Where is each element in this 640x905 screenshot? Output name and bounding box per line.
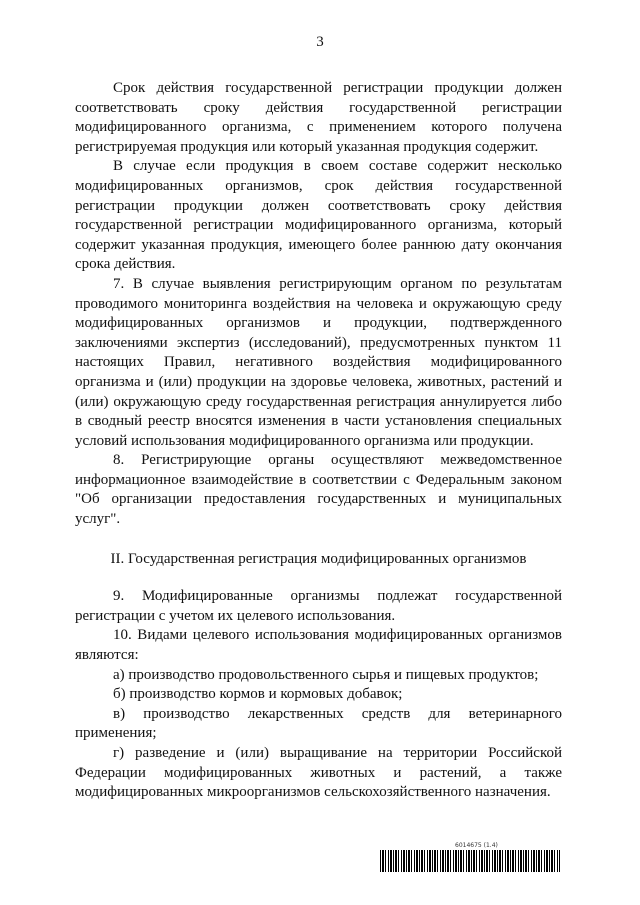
list-item-a: а) производство продовольственного сырья и пищевых продуктов; [113,666,539,683]
paragraph-item-8: 8. Регистрирующие органы осуществляют межведомственное информационное взаимодействие в соответствии с Федеральным законом "Об организации предоставления государственных и муниципальных услуг". [75,452,562,528]
paragraph-item-10: 10. Видами целевого использования модифицированных организмов являются: [75,627,562,664]
paragraph-registration-term: Срок действия государственной регистрации продукции должен соответствовать сроку действия государственной регистрации модифицированного организма, с применением которого получена регистрируемая продукция или который указанная продукция содержит. [75,80,562,155]
paragraph-item-9: 9. Модифицированные организмы подлежат государственной регистрации с учетом их целевого использования. [75,588,562,624]
paragraph-multiple-organisms: В случае если продукция в своем составе содержит несколько модифицированных организмов, срок действия государственной регистрации продукции должен соответствовать сроку действия государственной регистрации модифицированного организма, который содержит указанная продукция, имеющего более раннюю дату окончания срока действия. [75,158,562,273]
list-item-g: г) разведение и (или) выращивание на территории Российской Федерации модифицированных животных и растений, а также модифицированных микроорганизмов сельскохозяйственного назначения. [75,745,562,801]
paragraph-item-7: 7. В случае выявления регистрирующим органом по результатам проводимого мониторинга воздействия на человека и окружающую среду модифицированных организмов и продукции, подтвержденного заключениями экспертиз (исследований), предусмотренных пунктом 11 настоящих Правил, негативного воздействия модифицированного организма и (или) продукции на здоровье человека, животных, растений и (или) окружающую среду государственная регистрация аннулируется либо в сводный реестр вносятся изменения в части установления специальных условий использования модифицированного организма или продукции. [75,275,562,449]
list-item-v: в) производство лекарственных средств для ветеринарного применения; [75,705,562,742]
page-number: 3 [316,34,324,50]
document-body [75,79,562,803]
section-heading: II. Государственная регистрация модифицированных организмов [110,550,527,567]
list-item-b: б) производство кормов и кормовых добавок; [113,686,403,703]
barcode [380,850,560,872]
document-code: 6014675 (1.4) [455,842,498,849]
